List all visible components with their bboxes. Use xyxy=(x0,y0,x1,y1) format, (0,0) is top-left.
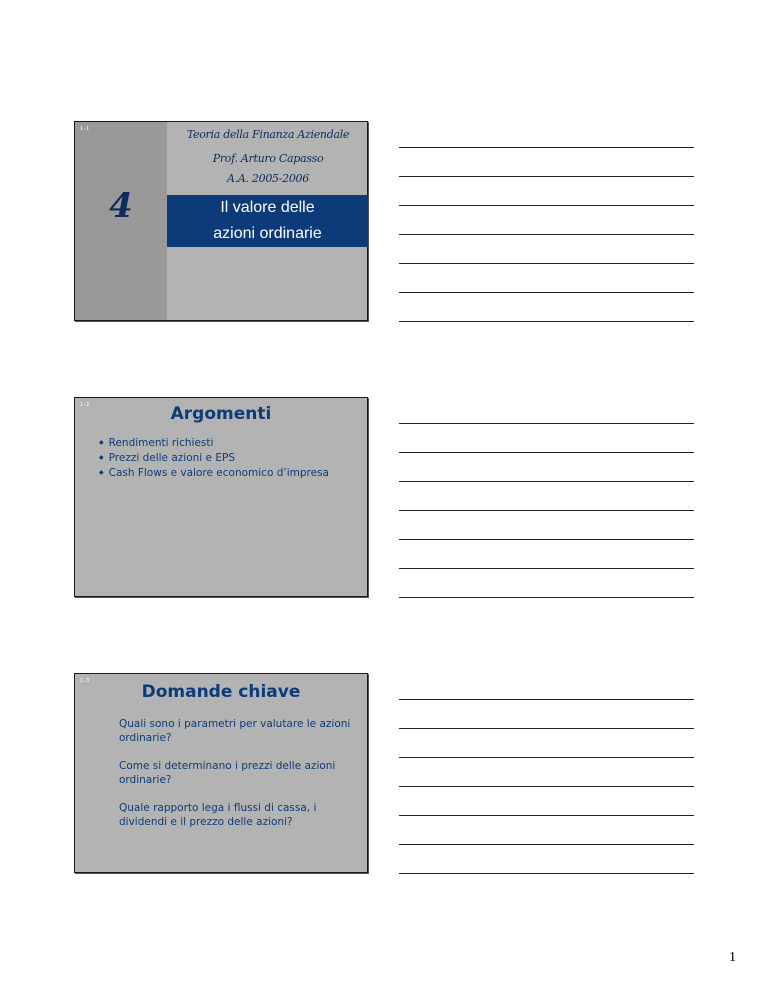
slide-number: 1-2 xyxy=(80,402,90,408)
slide-title: Argomenti xyxy=(170,404,272,424)
note-line xyxy=(399,321,694,322)
note-line xyxy=(399,263,694,264)
note-line xyxy=(399,815,694,816)
slide-number: 1-3 xyxy=(80,678,90,684)
slide-3 xyxy=(74,673,368,873)
academic-year: A.A. 2005-2006 xyxy=(227,172,309,185)
bullet-list xyxy=(99,437,329,482)
chapter-number: 4 xyxy=(109,186,133,226)
note-line xyxy=(399,873,694,874)
slide-title: Domande chiave xyxy=(141,682,301,702)
question-list xyxy=(119,718,359,844)
question-item: Come si determinano i prezzi delle azioni ordinarie? xyxy=(119,760,336,786)
slide-title-line-2: azioni ordinarie xyxy=(213,225,322,242)
slide-2 xyxy=(74,397,368,597)
note-line xyxy=(399,597,694,598)
note-line xyxy=(399,481,694,482)
question-item: Quale rapporto lega i flussi di cassa, i dividendi e il prezzo delle azioni? xyxy=(119,802,317,828)
note-line xyxy=(399,292,694,293)
professor-name: Prof. Arturo Capasso xyxy=(212,152,324,165)
note-line xyxy=(399,147,694,148)
course-name: Teoria della Finanza Aziendale xyxy=(186,128,350,141)
question-item: Quali sono i parametri per valutare le azioni ordinarie? xyxy=(119,718,351,744)
slide-title-band xyxy=(167,195,368,247)
bullet-item: ◆ Prezzi delle azioni e EPS xyxy=(99,452,329,464)
note-line xyxy=(399,176,694,177)
page-number: 1 xyxy=(729,950,736,965)
note-line xyxy=(399,452,694,453)
slide-number: 1-1 xyxy=(80,126,90,132)
note-line xyxy=(399,205,694,206)
note-line xyxy=(399,510,694,511)
note-line xyxy=(399,844,694,845)
bullet-item: ◆ Rendimenti richiesti xyxy=(99,437,329,449)
note-line xyxy=(399,757,694,758)
note-line xyxy=(399,423,694,424)
note-line xyxy=(399,568,694,569)
slide-1 xyxy=(74,121,368,321)
note-line xyxy=(399,539,694,540)
note-line xyxy=(399,728,694,729)
slide-title-line-1: Il valore delle xyxy=(220,199,315,216)
note-line xyxy=(399,699,694,700)
note-line xyxy=(399,234,694,235)
bullet-item: ◆ Cash Flows e valore economico d’impresa xyxy=(99,467,329,479)
note-line xyxy=(399,786,694,787)
